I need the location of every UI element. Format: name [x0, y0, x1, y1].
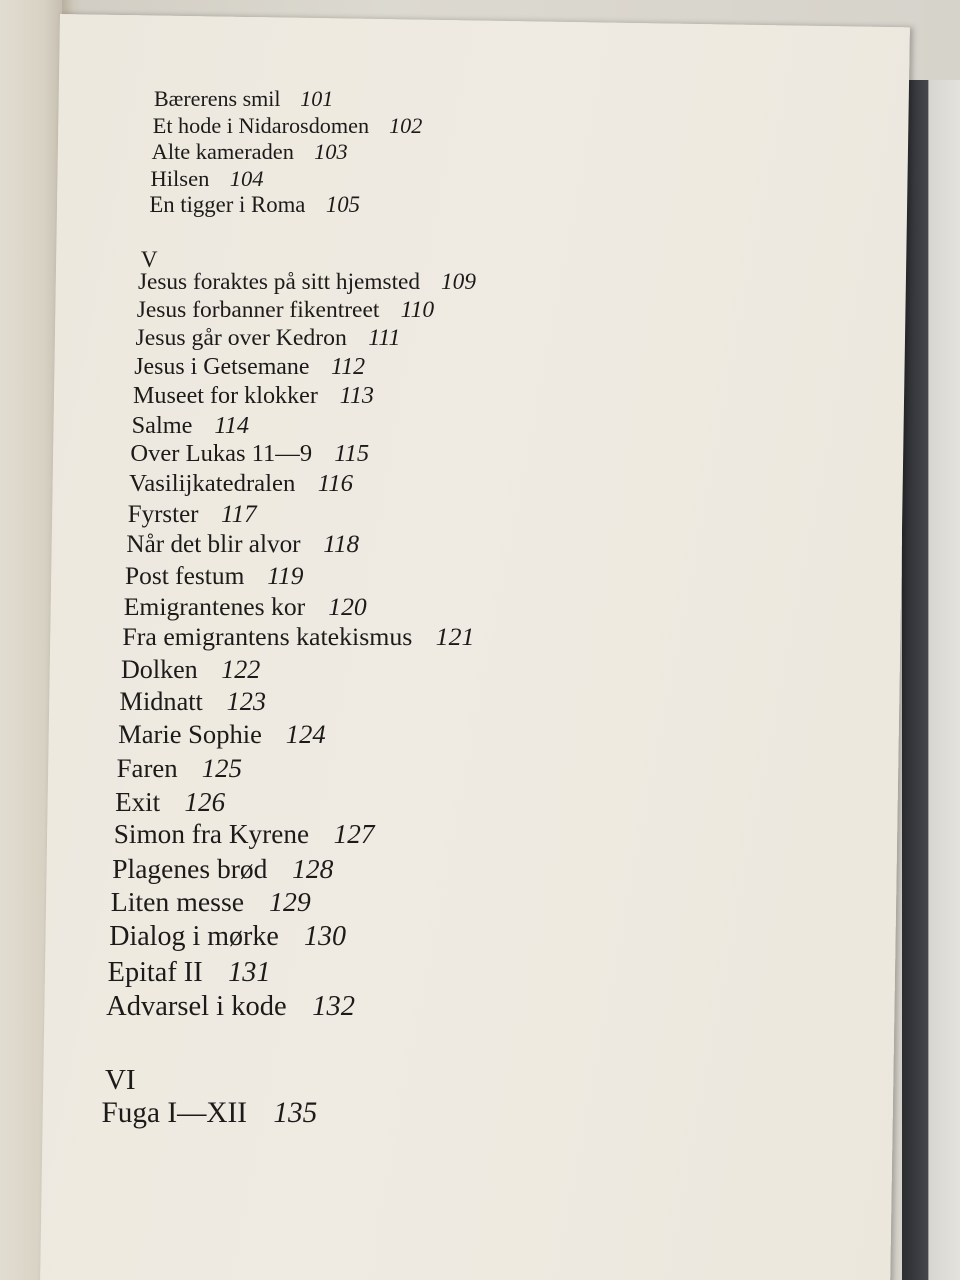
toc-entry-page-number: 104	[229, 166, 264, 191]
toc-entry	[106, 991, 355, 1023]
toc-entry-title: Bærerens smil	[154, 86, 281, 111]
toc-entry	[125, 562, 303, 591]
toc-entry-page-number: 130	[303, 921, 346, 952]
toc-entry-title: Advarsel i kode	[106, 991, 287, 1022]
toc-entry-title: Jesus foraktes på sitt hjemsted	[137, 269, 421, 295]
toc-entry-title: Dialog i mørke	[109, 921, 279, 952]
toc-entry-page-number: 119	[267, 562, 304, 590]
toc-entry-page-number: 127	[333, 819, 375, 849]
toc-entry	[126, 531, 359, 559]
toc-entry	[117, 753, 242, 784]
toc-entry-page-number: 101	[300, 86, 334, 111]
toc-entry	[154, 86, 333, 112]
toc-entry-title: Exit	[115, 787, 161, 817]
toc-entry-page-number: 111	[368, 325, 401, 351]
toc-entry	[102, 1097, 318, 1130]
toc-entry	[118, 719, 325, 750]
toc-entry-title: Faren	[116, 753, 178, 783]
toc-entry-title: Marie Sophie	[118, 719, 262, 749]
toc-entry-page-number: 126	[184, 787, 226, 817]
toc-entry-page-number: 120	[328, 592, 367, 621]
toc-entry-page-number: 125	[201, 753, 242, 783]
section-heading: V	[140, 247, 158, 273]
toc-entry-page-number: 103	[314, 139, 348, 164]
toc-entry-title: Dolken	[120, 655, 198, 684]
toc-entry-title: Jesus går over Kedron	[135, 325, 347, 351]
toc-entry	[112, 853, 333, 885]
toc-entry-page-number: 102	[389, 113, 423, 138]
toc-entry	[121, 655, 260, 685]
toc-entry-title: Fyrster	[127, 501, 199, 528]
toc-entry-title: Alte kameraden	[151, 139, 294, 164]
toc-entry-page-number: 113	[339, 382, 374, 409]
toc-entry	[132, 412, 249, 440]
toc-entry-page-number: 132	[312, 991, 356, 1022]
toc-entry-page-number: 114	[214, 412, 250, 439]
section-heading: VI	[104, 1064, 136, 1096]
toc-entry-page-number: 123	[226, 687, 267, 716]
toc-entry-page-number: 116	[317, 470, 353, 497]
toc-entry	[114, 819, 375, 850]
toc-entry-page-number: 115	[334, 440, 370, 467]
toc-entry-title: Jesus forbanner fikentreet	[136, 297, 380, 323]
toc-entry-title: Fra emigrantens katekismus	[122, 622, 413, 651]
toc-entry-title: Salme	[131, 412, 193, 439]
toc-entry-page-number: 117	[220, 501, 257, 528]
toc-entry-title: Over Lukas 11—9	[130, 440, 313, 467]
toc-entry-page-number: 121	[435, 622, 475, 651]
toc-entry	[152, 139, 348, 165]
toc-entry	[138, 269, 476, 296]
toc-entry-title: Vasilijkatedralen	[129, 470, 296, 497]
toc-entry-title: Simon fra Kyrene	[113, 819, 310, 849]
toc-entry-title: Jesus i Getsemane	[134, 354, 310, 380]
toc-entry-page-number: 135	[273, 1097, 318, 1129]
toc-entry-title: Midnatt	[119, 687, 203, 716]
toc-entry-title: Museet for klokker	[132, 382, 318, 409]
toc-entry-title: Fuga I—XII	[101, 1097, 248, 1129]
toc-entry	[122, 622, 474, 652]
toc-entry	[129, 470, 353, 498]
toc-entry-title: Post festum	[125, 562, 245, 590]
toc-entry	[149, 192, 360, 218]
toc-entry	[133, 382, 374, 410]
toc-entry	[120, 687, 266, 717]
toc-entry-page-number: 112	[331, 354, 366, 380]
toc-entry-title: Emigrantenes kor	[123, 592, 306, 621]
toc-entry	[111, 887, 311, 919]
toc-entry	[130, 440, 369, 468]
toc-entry-page-number: 129	[269, 887, 311, 918]
toc-entry-title: Liten messe	[110, 887, 245, 918]
toc-entry	[137, 297, 434, 324]
toc-entry-title: Når det blir alvor	[126, 531, 301, 558]
toc-entry	[135, 325, 400, 352]
toc-entry-page-number: 131	[228, 957, 271, 988]
toc-entry	[128, 501, 257, 529]
toc-entry-page-number: 110	[400, 297, 435, 323]
toc-entry-title: Plagenes brød	[112, 853, 268, 884]
toc-entry	[134, 354, 365, 381]
toc-entry-title: Et hode i Nidarosdomen	[152, 113, 370, 138]
toc-entry-page-number: 122	[221, 655, 261, 684]
toc-entry-page-number: 128	[292, 853, 334, 884]
toc-entry	[150, 166, 263, 192]
toc-entry	[153, 113, 423, 139]
toc-entry-page-number: 105	[325, 192, 360, 217]
toc-entry-page-number: 118	[323, 531, 360, 558]
toc-entry-title: Hilsen	[150, 166, 210, 191]
toc-entry	[115, 787, 225, 818]
toc-entry-title: Epitaf II	[107, 957, 203, 988]
toc-entry	[109, 921, 346, 953]
toc-entry-title: En tigger i Roma	[149, 192, 306, 217]
toc-entry	[124, 592, 367, 622]
toc-entry-page-number: 109	[441, 269, 476, 295]
toc-entry-page-number: 124	[285, 719, 326, 749]
toc-entry	[108, 957, 271, 989]
